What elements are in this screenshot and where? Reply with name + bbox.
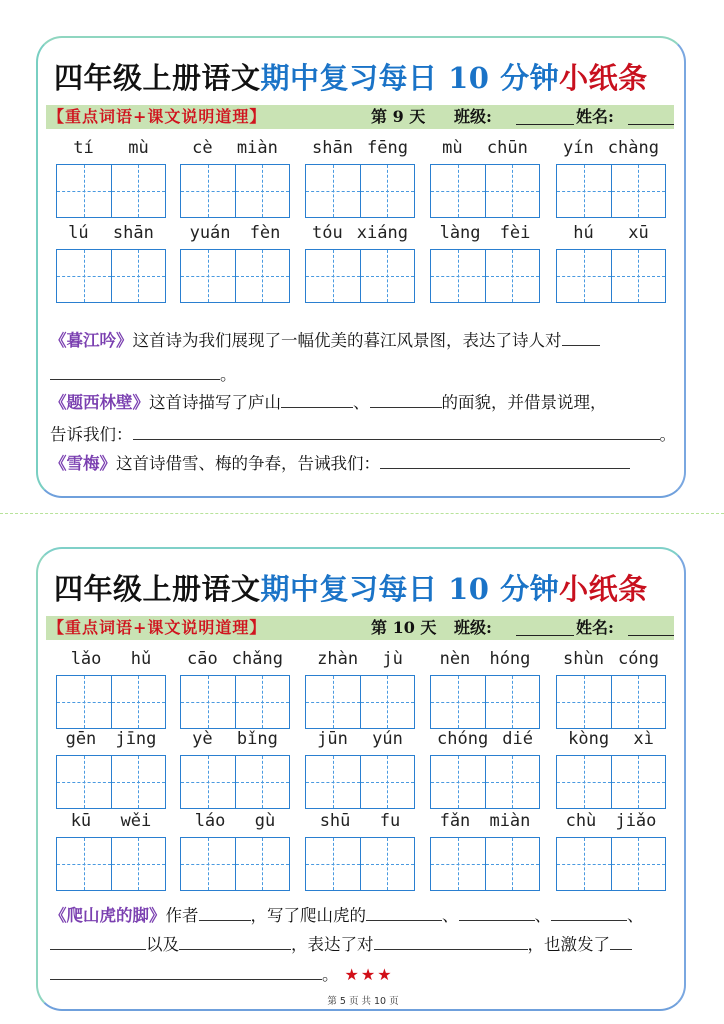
writing-grid[interactable] [430, 675, 540, 729]
writing-grid[interactable] [180, 837, 290, 891]
page-footer: 第 5 页 共 10 页 [327, 996, 399, 1007]
day-label: 第 9 天 [371, 107, 426, 126]
class-field[interactable] [516, 124, 574, 125]
writing-grid[interactable] [56, 249, 166, 303]
topic-tag: 【重点词语+课文说明道理】 [48, 618, 267, 637]
writing-grid[interactable] [305, 837, 415, 891]
answer-blank[interactable] [50, 965, 322, 980]
writing-grid[interactable] [56, 837, 166, 891]
answer-blank[interactable] [281, 393, 353, 408]
writing-grid[interactable] [556, 837, 666, 891]
name-field[interactable] [628, 635, 674, 636]
answer-blank[interactable] [179, 935, 291, 950]
writing-grid[interactable] [430, 755, 540, 809]
name-field[interactable] [628, 124, 674, 125]
topic-banner [46, 616, 674, 640]
writing-grid[interactable] [430, 164, 540, 218]
day-label: 第 10 天 [371, 618, 437, 637]
answer-blank[interactable] [551, 906, 627, 921]
answer-blank[interactable] [610, 935, 632, 950]
worksheet-title [54, 567, 648, 608]
answer-blank[interactable] [562, 331, 600, 346]
writing-grid[interactable] [180, 249, 290, 303]
answer-blank[interactable] [366, 906, 442, 921]
sentence-pashanhu-line2: 以及 ，表达了对 ，也激发了 [50, 934, 680, 956]
answer-blank[interactable] [199, 906, 251, 921]
writing-grid[interactable] [305, 164, 415, 218]
answer-blank[interactable] [133, 425, 660, 440]
topic-banner [46, 105, 674, 129]
sentence-xuemei: 《雪梅》这首诗借雪、梅的争春，告诫我们： [50, 453, 680, 475]
answer-blank[interactable] [50, 365, 220, 380]
answer-blank[interactable] [370, 393, 442, 408]
writing-grid[interactable] [430, 837, 540, 891]
writing-grid[interactable] [180, 755, 290, 809]
name-label: 姓名: [576, 618, 614, 637]
writing-grid[interactable] [556, 675, 666, 729]
sentence-mujiangyin-cont: 。 [50, 364, 680, 386]
sentence-tixilinbi: 《题西林壁》这首诗描写了庐山 、 的面貌，并借景说理， [50, 393, 607, 412]
writing-grid[interactable] [305, 755, 415, 809]
writing-grid[interactable] [180, 164, 290, 218]
answer-blank[interactable] [50, 935, 146, 950]
name-label: 姓名: [576, 107, 614, 126]
class-label: 班级: [454, 618, 492, 637]
writing-grid[interactable] [556, 755, 666, 809]
topic-tag: 【重点词语+课文说明道理】 [48, 107, 267, 126]
title-part-note: 小纸条 [559, 572, 648, 606]
writing-grid[interactable] [56, 755, 166, 809]
worksheet-card-day-10: 四年级上册语文期中复习每日 10 分钟小纸条 【重点词语+课文说明道理】 第 10 天 班级: 姓名: lǎo hǔ cāo chǎng zhàn jù nèn hóng shùn cóng gēn jīng yè bǐng jūn yún chóng dié kòng xì kū wěi láo gù shū fu fǎn miàn chù jiǎo 《爬山虎的脚》作者 ，写了爬山虎的 、 、 、 以及 ，表达了对 ，也激发了 。 ★★★ 第 5 页 共 10 页 [36, 547, 686, 1011]
writing-grid[interactable] [556, 249, 666, 303]
answer-blank[interactable] [374, 935, 528, 950]
star-rating-icon: ★★★ [344, 965, 394, 984]
writing-grid[interactable] [305, 249, 415, 303]
writing-grid[interactable] [180, 675, 290, 729]
writing-grid[interactable] [430, 249, 540, 303]
sentence-mujiangyin: 《暮江吟》这首诗为我们展现了一幅优美的暮江风景图，表达了诗人对 [50, 330, 680, 352]
writing-grid[interactable] [56, 164, 166, 218]
writing-grid[interactable] [556, 164, 666, 218]
worksheet-card-day-9: 四年级上册语文期中复习每日 10 分钟小纸条 【重点词语+课文说明道理】 第 9 天 班级: 姓名: tí mù cè miàn shān fēng mù chūn yín chàng lú shān yuán fèn tóu xiáng làng fèi hú xū 《暮江吟》这首诗为我们展现了一幅优美的暮江风景图，表达了诗人对 。 《题西林壁》这首诗描写了庐山 、 的面貌，并借景说理， 告诉我们： 。 《雪梅》这首诗借雪、梅的争春，告诫我们： [36, 36, 686, 498]
title-part-review: 期中复习每日 10 分钟 [260, 572, 560, 606]
class-field[interactable] [516, 635, 574, 636]
worksheet-title [54, 56, 648, 97]
answer-blank[interactable] [459, 906, 535, 921]
sentence-pashanhu-line3: 。 ★★★ [50, 964, 680, 986]
sentence-tixilinbi-cont: 告诉我们： 。 [50, 425, 676, 444]
answer-blank[interactable] [380, 454, 630, 469]
title-part-review: 期中复习每日 10 分钟 [260, 61, 560, 95]
title-part-note: 小纸条 [559, 61, 648, 95]
sentence-pashanhu: 《爬山虎的脚》作者 ，写了爬山虎的 、 、 、 [50, 906, 644, 925]
class-label: 班级: [454, 107, 492, 126]
title-part-grade: 四年级上册语文 [54, 572, 261, 606]
title-part-grade: 四年级上册语文 [54, 61, 261, 95]
cut-line-divider [0, 513, 724, 514]
writing-grid[interactable] [56, 675, 166, 729]
writing-grid[interactable] [305, 675, 415, 729]
